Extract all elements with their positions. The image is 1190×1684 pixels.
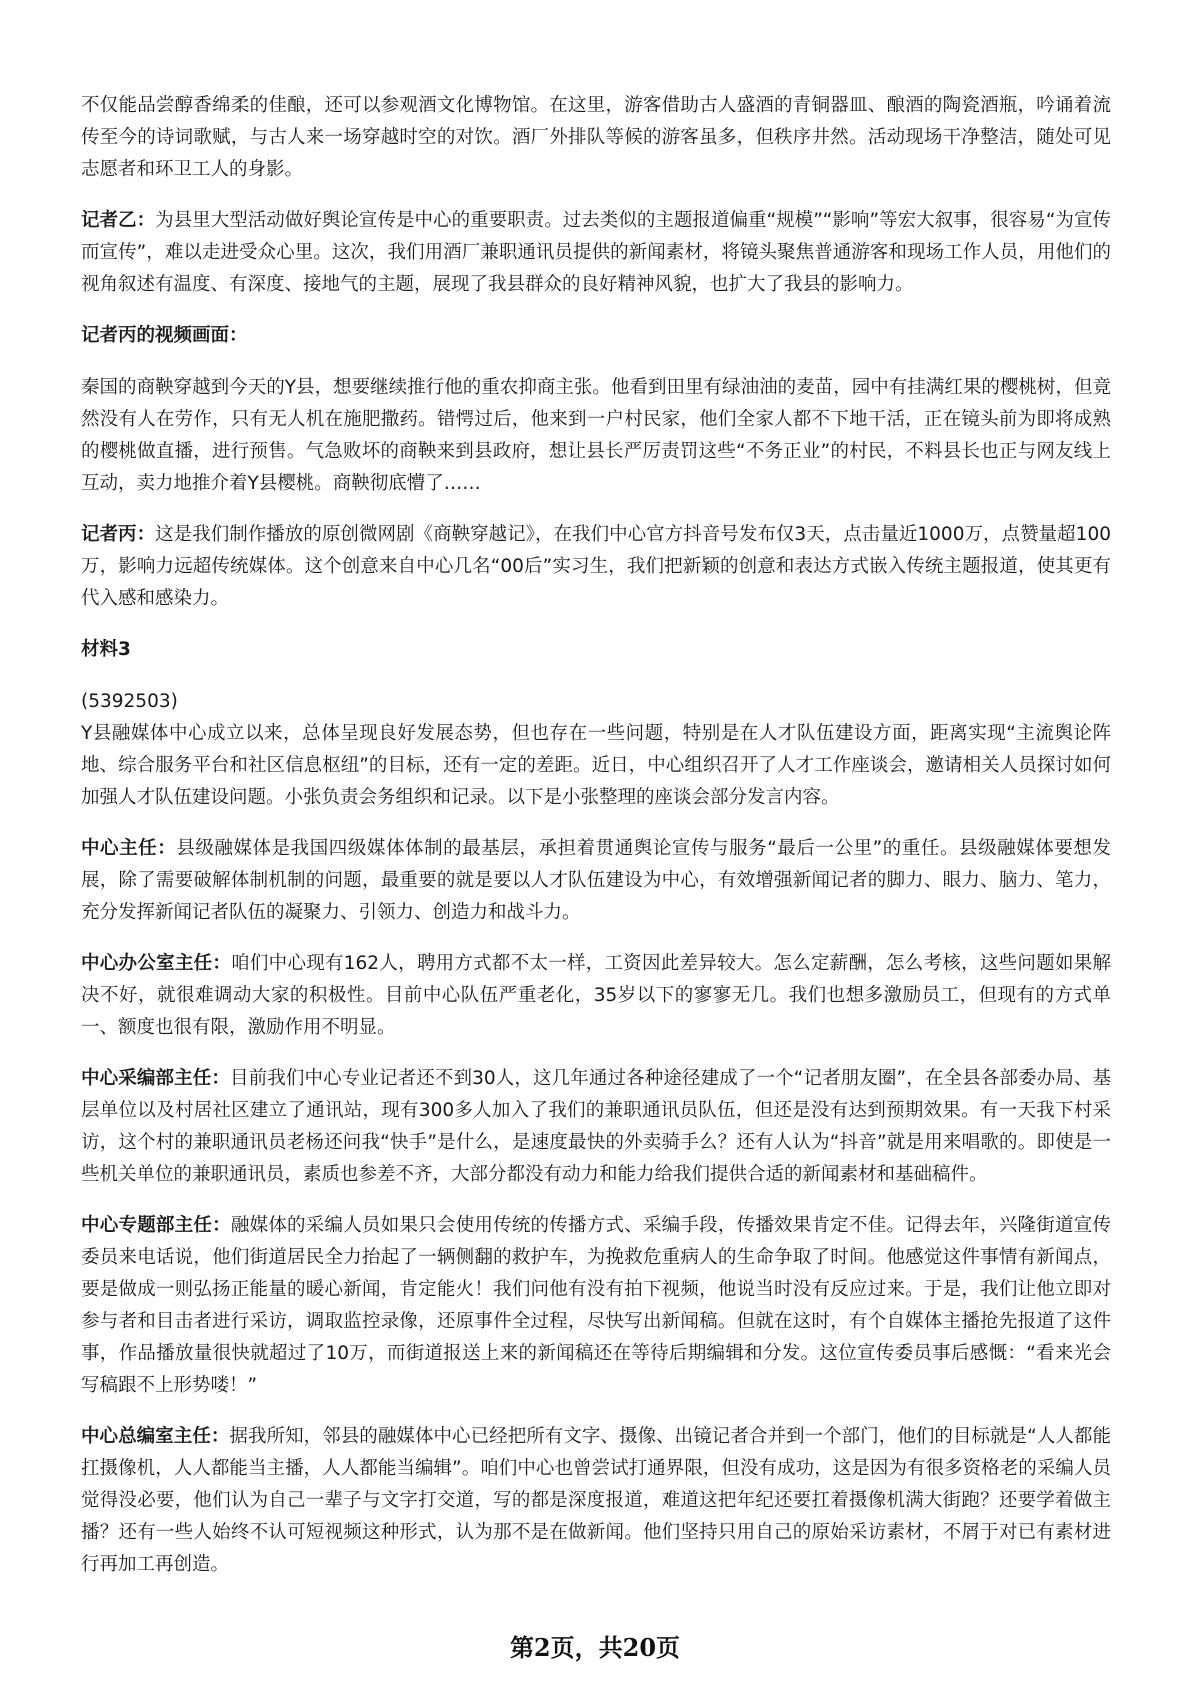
speaker-label: 中心采编部主任：: [81, 1068, 230, 1089]
material-3-intro: Y县融媒体中心成立以来，总体呈现良好发展态势，但也存在一些问题，特别是在人才队伍建设方面，距离实现“主流舆论阵地、综合服务平台和社区信息枢纽”的目标，还有一定的差距。近日，中心组织召开了人才工作座谈会，邀请相关人员探讨如何加强人才队伍建设问题。小张负责会务组织和记录。以下是小张整理的座谈会部分发言内容。: [81, 723, 1111, 808]
statement-text: 为县里大型活动做好舆论宣传是中心的重要职责。过去类似的主题报道偏重“规模”“影响”等宏大叙事，很容易“为宣传而宣传”，难以走进受众心里。这次，我们用酒厂兼职通讯员提供的新闻素材，将镜头聚焦普通游客和现场工作人员，用他们的视角叙述有温度、有深度、接地气的主题，展现了我县群众的良好精神风貌，也扩大了我县的影响力。: [81, 210, 1111, 295]
speech-text: 据我所知，邻县的融媒体中心已经把所有文字、摄像、出镜记者合并到一个部门，他们的目标就是“人人都能扛摄像机，人人都能当主播，人人都能当编辑”。咱们中心也曾尝试打通界限，但没有成功，这是因为有很多资格老的采编人员觉得没必要，他们认为自己一辈子与文字打交道，写的都是深度报道，难道这把年纪还要扛着摄像机满大街跑？还要学着做主播？还有一些人始终不认可短视频这种形式，认为那不是在做新闻。他们坚持只用自己的原始采访素材，不屑于对已有素材进行再加工再创造。: [81, 1426, 1111, 1575]
speech-paragraph: [81, 948, 1111, 1044]
speech-text: 县级融媒体是我国四级媒体体制的最基层，承担着贯通舆论宣传与服务“最后一公里”的重任。县级融媒体要想发展，除了需要破解体制机制的问题，最重要的就是要以人才队伍建设为中心，有效增强新闻记者的脚力、眼力、脑力、笔力，充分发挥新闻记者队伍的凝聚力、引领力、创造力和战斗力。: [81, 838, 1111, 923]
page-number-footer: 第2页，共20页: [509, 1633, 681, 1662]
reporter-c-video-heading: 记者丙的视频画面：: [81, 325, 248, 346]
speech-text: 咱们中心现有162人，聘用方式都不太一样，工资因此差异较大。怎么定薪酬，怎么考核，这些问题如果解决不好，就很难调动大家的积极性。目前中心队伍严重老化，35岁以下的寥寥无几。我们也想多激励员工，但现有的方式单一、额度也很有限，激励作用不明显。: [81, 953, 1111, 1038]
speech-text: 融媒体的采编人员如果只会使用传统的传播方式、采编手段，传播效果肯定不佳。记得去年，兴隆街道宣传委员来电话说，他们街道居民全力抬起了一辆侧翻的救护车，为挽救危重病人的生命争取了时间。他感觉这件事情有新闻点，要是做成一则弘扬正能量的暖心新闻，肯定能火！我们问他有没有拍下视频，他说当时没有反应过来。于是，我们让他立即对参与者和目击者进行采访，调取监控录像，还原事件全过程，尽快写出新闻稿。但就在这时，有个自媒体主播抢先报道了这件事，作品播放量很快就超过了10万，而街道报送上来的新闻稿还在等待后期编辑和分发。这位宣传委员事后感慨：“看来光会写稿跟不上形势喽！”: [81, 1215, 1111, 1396]
material-3-reference: (5392503): [81, 691, 178, 712]
intro-paragraph: 不仅能品尝醇香绵柔的佳酿，还可以参观酒文化博物馆。在这里，游客借助古人盛酒的青铜器皿、酿酒的陶瓷酒瓶，吟诵着流传至今的诗词歌赋，与古人来一场穿越时空的对饮。酒厂外排队等候的游客虽多，但秩序井然。活动现场干净整洁，随处可见志愿者和环卫工人的身影。: [81, 95, 1111, 180]
speech-text: 目前我们中心专业记者还不到30人，这几年通过各种途径建成了一个“记者朋友圈”，在全县各部委办局、基层单位以及村居社区建立了通讯站，现有300多人加入了我们的兼职通讯员队伍，但还是没有达到预期效果。有一天我下村采访，这个村的兼职通讯员老杨还问我“快手”是什么，是速度最快的外卖骑手么？还有人认为“抖音”就是用来唱歌的。即使是一些机关单位的兼职通讯员，素质也参差不齐，大部分都没有动力和能力给我们提供合适的新闻素材和基础稿件。: [81, 1068, 1111, 1185]
speaker-label: 记者乙：: [81, 210, 156, 231]
video-description: 秦国的商鞅穿越到今天的Y县，想要继续推行他的重农抑商主张。他看到田里有绿油油的麦苗，园中有挂满红果的樱桃树，但竟然没有人在劳作，只有无人机在施肥撒药。错愕过后，他来到一户村民家，他们全家人都不下地干活，正在镜头前为即将成熟的樱桃做直播，进行预售。气急败坏的商鞅来到县政府，想让县长严厉责罚这些“不务正业”的村民，不料县长也正与网友线上互动，卖力地推介着Y县樱桃。商鞅彻底懵了……: [81, 377, 1111, 494]
statement-text: 这是我们制作播放的原创微网剧《商鞅穿越记》，在我们中心官方抖音号发布仅3天，点击量近1000万，点赞量超100万，影响力远超传统媒体。这个创意来自中心几名“00后”实习生，我们把新颖的创意和表达方式嵌入传统主题报道，使其更有代入感和感染力。: [81, 524, 1111, 609]
speech-paragraph: [81, 1421, 1111, 1581]
speaker-label: 中心办公室主任：: [81, 953, 232, 974]
material-3-heading: 材料3: [81, 639, 131, 660]
page-content: [81, 90, 1111, 1600]
speaker-label: 中心专题部主任：: [81, 1215, 231, 1236]
speaker-label: 中心总编室主任：: [81, 1426, 230, 1447]
speech-paragraph: [81, 1210, 1111, 1402]
reporter-b-statement: [81, 205, 1111, 301]
speech-paragraph: [81, 833, 1111, 929]
speaker-label: 记者丙：: [81, 524, 156, 545]
speaker-label: 中心主任：: [81, 838, 177, 859]
reporter-c-statement: [81, 519, 1111, 615]
speech-paragraph: [81, 1063, 1111, 1191]
